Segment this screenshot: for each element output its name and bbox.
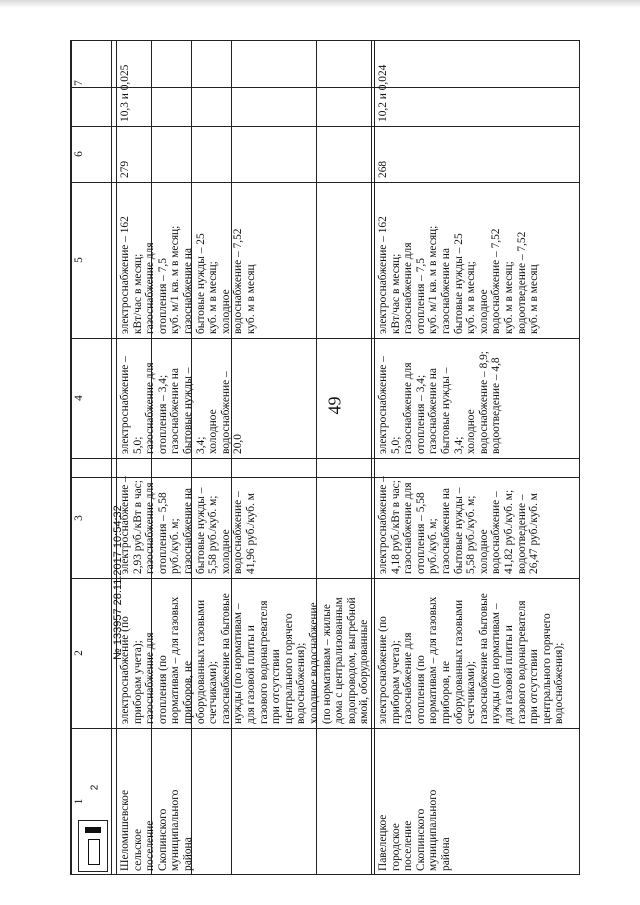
column-number-3: 3 <box>73 515 85 521</box>
column-number-7: 7 <box>73 80 85 86</box>
row-divider <box>70 182 580 183</box>
table-cell: электроснабжение – 5,0; газоснабжение для отопления – 3,4; газоснабжение на бытовые нужды – 3,4; холодное водоснабжение – 8,9; водоотведение – 4,8 <box>377 351 503 454</box>
table-cell: 10,3 и 0,025 <box>119 64 131 122</box>
footer-mark: 2 <box>89 784 101 791</box>
row-divider <box>70 578 580 579</box>
row-divider <box>70 126 580 127</box>
table-cell: электроснабжение – 162 кВт/час в месяц; газоснабжение для отопления – 7,5 куб. м/1 кв. м в месяц; газоснабжение на бытовые нужды – 25 куб. м в месяц; холодное водоснабжение – 7,52 куб. м в месяц <box>119 216 257 334</box>
table-cell: электроснабжение (по приборам учета); газоснабжение для отопления (по нормативам – для газовых приборов, не оборудованных газовыми счетчиками); газоснабжение на бытовые нужды (по нормативам – для газовой плиты и газового водонагревателя при отсутствии центрального горячего водоснабжения); холодное водоснабжение (по нормативам – жилые дома с централизованным водопроводом, выгребной ямой, оборудованные <box>119 593 371 724</box>
stamp-logo <box>78 820 108 872</box>
column-divider <box>374 40 375 875</box>
col-divider <box>371 88 372 478</box>
scan-edge <box>0 0 640 8</box>
table-cell: электроснабжение – 162 кВт/час в месяц; газоснабжение для отопления – 7,5 куб. м/1 кв. м в месяц; газоснабжение на бытовые нужды – 25 куб. м в месяц; холодное водоснабжение – 7,52 куб. м в месяц; водоотведение – 7,52 куб. м в месяц <box>377 216 541 334</box>
column-number-5: 5 <box>73 257 85 263</box>
table-cell: электроснабжение – 4,18 руб./кВт в час; газоснабжение для отопления – 5,58 руб./куб. м; газоснабжение на бытовые нужды – 5,58 руб./куб. м; холодное водоснабжение – 41,82 руб./куб. м; водоотведение – 26,47 руб./куб. м <box>377 476 541 574</box>
column-number-4: 4 <box>73 395 85 401</box>
table-cell: электроснабжение – 5,0; газоснабжение для отопления – 3,4; газоснабжение на бытовые нужды – 3,4; холодное водоснабжение – 20,0 <box>119 356 245 454</box>
column-number-6: 6 <box>73 151 85 157</box>
table-cell: Павелецкое городское поселение Скопинского муниципального района <box>377 789 452 871</box>
table-cell: 268 <box>377 160 389 178</box>
row-divider <box>70 458 580 459</box>
column-number-1: 1 <box>73 798 85 805</box>
table-cell: 10,2 и 0,024 <box>377 64 389 122</box>
column-number-2: 2 <box>73 650 85 656</box>
table-cell: электроснабжение – 2,93 руб./кВт в час; газоснабжение для отопления – 5,58 руб./куб. м; газоснабжение на бытовые нужды – 5,58 руб./куб. м; холодное водоснабжение – 41,96 руб./куб. м <box>119 476 257 574</box>
col-divider <box>371 478 372 875</box>
document-id: № 133957 28.11.2017 10:54:32 <box>112 505 124 660</box>
table-cell: Шеломишевское сельское поселение Скопинского муниципального района <box>119 789 194 871</box>
column-divider <box>116 40 117 875</box>
table-cell: электроснабжение (по приборам учета); газоснабжение для отопления (по нормативам – для газовых приборов, не оборудованных газовыми счетчиками); газоснабжение на бытовые нужды (по нормативам – для газовой плиты и газового водонагревателя при отсутствии центрального горячего водоснабжения); <box>377 593 566 724</box>
row-divider <box>70 728 580 729</box>
col-divider <box>371 41 372 87</box>
page-number: 49 <box>324 396 345 415</box>
column-divider <box>70 40 71 875</box>
table-cell: 279 <box>119 160 131 178</box>
row-divider <box>70 338 580 339</box>
row-divider <box>70 40 580 41</box>
